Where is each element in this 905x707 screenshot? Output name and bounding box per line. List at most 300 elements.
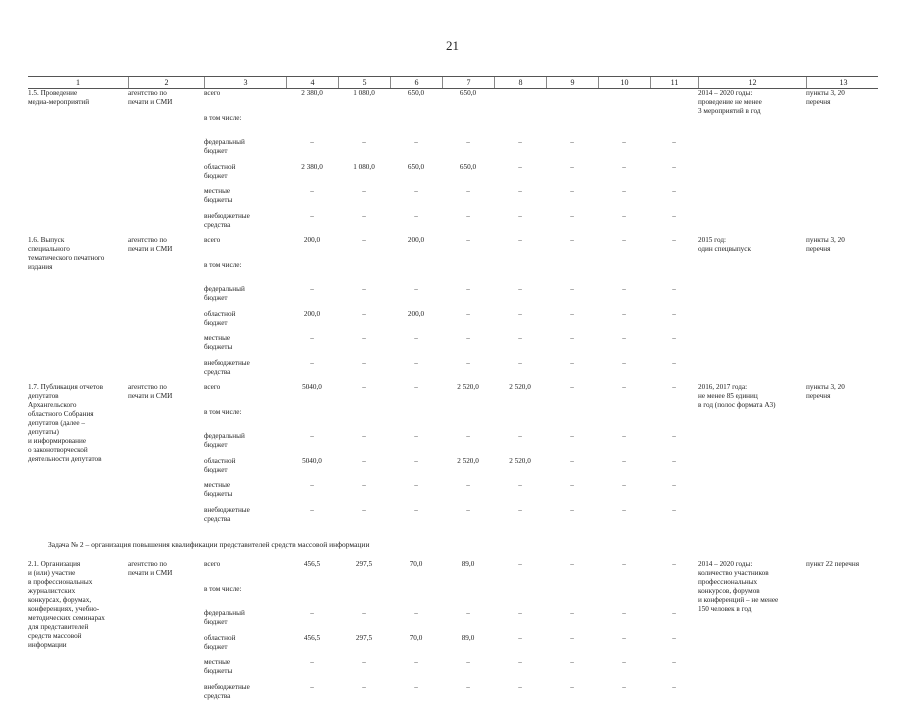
responsible-org — [128, 457, 204, 482]
value-cell: 650,0 — [442, 89, 494, 116]
value-cell: – — [338, 432, 390, 457]
reference — [806, 114, 880, 139]
reference: пункты 3, 20 перечня — [806, 383, 880, 464]
column-header-10: 10 — [598, 77, 650, 88]
responsible-org: агентство по печати и СМИ — [128, 236, 204, 272]
value-cell: – — [494, 634, 546, 659]
value-cell: – — [650, 212, 698, 237]
measure-name — [28, 285, 128, 310]
value-cell — [650, 261, 698, 286]
funding-source: внебюджетные средства — [204, 683, 286, 707]
value-cell: – — [494, 212, 546, 237]
value-cell: – — [338, 609, 390, 634]
value-cell: – — [546, 138, 598, 163]
table-row — [28, 261, 878, 286]
value-cell: – — [442, 236, 494, 272]
value-cell: – — [598, 683, 650, 707]
value-cell: – — [598, 457, 650, 482]
table-row — [28, 432, 878, 457]
expected-result — [698, 261, 806, 286]
expected-result — [698, 609, 806, 634]
responsible-org — [128, 658, 204, 683]
value-cell: – — [442, 138, 494, 163]
value-cell — [390, 408, 442, 433]
value-cell: – — [650, 634, 698, 659]
value-cell: – — [286, 481, 338, 506]
responsible-org — [128, 212, 204, 237]
responsible-org — [128, 585, 204, 610]
measure-name — [28, 212, 128, 237]
reference: пункт 22 перечня — [806, 560, 880, 650]
table-row — [28, 334, 878, 359]
measure-name — [28, 359, 128, 384]
reference — [806, 658, 880, 683]
value-cell: – — [546, 359, 598, 384]
funding-source: местные бюджеты — [204, 658, 286, 683]
value-cell: 200,0 — [286, 236, 338, 272]
value-cell: – — [650, 683, 698, 707]
value-cell: – — [442, 212, 494, 237]
expected-result — [698, 359, 806, 384]
value-cell: – — [390, 432, 442, 457]
value-cell — [598, 585, 650, 610]
table-row — [28, 310, 878, 335]
measure-name — [28, 334, 128, 359]
value-cell: – — [598, 359, 650, 384]
value-cell: – — [650, 236, 698, 272]
column-header-5: 5 — [338, 77, 390, 88]
expected-result: 2015 год: один спецвыпуск — [698, 236, 806, 272]
value-cell — [494, 585, 546, 610]
responsible-org: агентство по печати и СМИ — [128, 560, 204, 650]
value-cell: – — [286, 187, 338, 212]
value-cell: – — [546, 481, 598, 506]
value-cell: 2 380,0 — [286, 89, 338, 116]
reference — [806, 138, 880, 163]
value-cell: – — [494, 506, 546, 531]
value-cell: – — [546, 334, 598, 359]
value-cell: – — [286, 506, 338, 531]
value-cell: – — [546, 506, 598, 531]
value-cell: – — [598, 212, 650, 237]
responsible-org — [128, 261, 204, 286]
value-cell — [338, 585, 390, 610]
measure-name — [28, 261, 128, 286]
table-row — [28, 585, 878, 610]
measure-name: 1.5. Проведение медиа-мероприятий — [28, 89, 128, 116]
value-cell: – — [598, 334, 650, 359]
expected-result — [698, 310, 806, 335]
table-row — [28, 408, 878, 433]
page-number: 21 — [0, 38, 905, 54]
responsible-org: агентство по печати и СМИ — [128, 383, 204, 464]
value-cell: – — [650, 285, 698, 310]
value-cell: – — [442, 310, 494, 335]
value-cell: – — [286, 432, 338, 457]
column-header-6: 6 — [390, 77, 442, 88]
value-cell: – — [598, 383, 650, 464]
reference — [806, 163, 880, 188]
value-cell — [442, 585, 494, 610]
value-cell — [286, 114, 338, 139]
value-cell: – — [286, 212, 338, 237]
value-cell: – — [598, 285, 650, 310]
value-cell — [546, 585, 598, 610]
value-cell: 650,0 — [442, 163, 494, 188]
value-cell: – — [338, 481, 390, 506]
value-cell — [390, 261, 442, 286]
reference — [806, 683, 880, 707]
funding-source: областной бюджет — [204, 634, 286, 659]
measure-name — [28, 310, 128, 335]
responsible-org — [128, 114, 204, 139]
table-row — [28, 236, 878, 261]
expected-result — [698, 481, 806, 506]
value-cell: – — [494, 359, 546, 384]
value-cell: 2 520,0 — [494, 383, 546, 464]
funding-source: федеральный бюджет — [204, 432, 286, 457]
expected-result — [698, 114, 806, 139]
value-cell: – — [286, 359, 338, 384]
table-row — [28, 383, 878, 408]
value-cell — [442, 408, 494, 433]
table-row — [28, 658, 878, 683]
funding-source: всего — [204, 383, 286, 464]
value-cell — [494, 408, 546, 433]
expected-result — [698, 457, 806, 482]
funding-source: в том числе: — [204, 261, 286, 286]
table-row — [28, 163, 878, 188]
funding-source: в том числе: — [204, 408, 286, 433]
value-cell: – — [650, 432, 698, 457]
value-cell: – — [546, 634, 598, 659]
value-cell: – — [650, 658, 698, 683]
measure-name: 1.7. Публикация отчетов депутатов Архангельского областного Собрания депутатов (далее – депутаты) и информирование о законотворческой деятельности депутатов — [28, 383, 128, 464]
measure-name — [28, 432, 128, 457]
responsible-org — [128, 634, 204, 659]
value-cell: – — [650, 138, 698, 163]
funding-source: федеральный бюджет — [204, 285, 286, 310]
expected-result — [698, 506, 806, 531]
value-cell: – — [546, 560, 598, 650]
reference — [806, 212, 880, 237]
value-cell: – — [442, 359, 494, 384]
measure-name — [28, 585, 128, 610]
responsible-org — [128, 138, 204, 163]
value-cell: 5040,0 — [286, 457, 338, 482]
responsible-org — [128, 481, 204, 506]
table-row — [28, 212, 878, 237]
value-cell — [494, 89, 546, 116]
measure-name: 1.6. Выпуск специального тематического печатного издания — [28, 236, 128, 272]
value-cell: – — [442, 481, 494, 506]
reference — [806, 359, 880, 384]
responsible-org — [128, 310, 204, 335]
expected-result — [698, 138, 806, 163]
value-cell: – — [390, 285, 442, 310]
value-cell — [286, 261, 338, 286]
value-cell: – — [598, 163, 650, 188]
value-cell: – — [546, 163, 598, 188]
reference — [806, 310, 880, 335]
expected-result: 2014 – 2020 годы: количество участников профессиональных конкурсов, форумов и конференций – не менее 150 человек в год — [698, 560, 806, 650]
reference — [806, 187, 880, 212]
value-cell: – — [650, 560, 698, 650]
measure-name — [28, 481, 128, 506]
funding-source: в том числе: — [204, 114, 286, 139]
value-cell: – — [546, 310, 598, 335]
value-cell — [338, 408, 390, 433]
table-header-row — [28, 76, 878, 89]
value-cell: – — [598, 236, 650, 272]
value-cell: – — [598, 634, 650, 659]
table-row — [28, 560, 878, 585]
measure-name — [28, 187, 128, 212]
value-cell: – — [390, 187, 442, 212]
expected-result — [698, 408, 806, 433]
value-cell: – — [286, 334, 338, 359]
value-cell: – — [546, 383, 598, 464]
value-cell: – — [650, 187, 698, 212]
value-cell: – — [390, 359, 442, 384]
value-cell — [494, 114, 546, 139]
table-row — [28, 89, 878, 114]
value-cell — [650, 89, 698, 116]
value-cell: – — [546, 432, 598, 457]
value-cell: – — [390, 658, 442, 683]
column-header-4: 4 — [286, 77, 338, 88]
responsible-org — [128, 506, 204, 531]
value-cell: – — [650, 163, 698, 188]
measure-name — [28, 408, 128, 433]
value-cell: – — [494, 285, 546, 310]
value-cell: – — [338, 383, 390, 464]
expected-result — [698, 163, 806, 188]
value-cell: – — [598, 310, 650, 335]
reference — [806, 481, 880, 506]
value-cell: – — [338, 285, 390, 310]
value-cell: – — [390, 481, 442, 506]
responsible-org — [128, 609, 204, 634]
value-cell: 2 520,0 — [442, 457, 494, 482]
measure-name — [28, 683, 128, 707]
expected-result — [698, 634, 806, 659]
funding-source: местные бюджеты — [204, 334, 286, 359]
value-cell: – — [286, 658, 338, 683]
funding-source: в том числе: — [204, 585, 286, 610]
funding-source: федеральный бюджет — [204, 138, 286, 163]
value-cell: – — [338, 310, 390, 335]
value-cell: – — [286, 683, 338, 707]
task-heading: Задача № 2 – организация повышения квалификации представителей средств массовой информации — [28, 530, 878, 560]
value-cell: – — [494, 658, 546, 683]
table-row — [28, 609, 878, 634]
responsible-org: агентство по печати и СМИ — [128, 89, 204, 116]
value-cell: – — [546, 683, 598, 707]
value-cell: – — [546, 457, 598, 482]
value-cell: – — [598, 658, 650, 683]
expected-result — [698, 285, 806, 310]
responsible-org — [128, 359, 204, 384]
value-cell: 2 380,0 — [286, 163, 338, 188]
value-cell: – — [338, 506, 390, 531]
reference — [806, 334, 880, 359]
measure-name — [28, 138, 128, 163]
value-cell: – — [494, 334, 546, 359]
value-cell: – — [650, 359, 698, 384]
value-cell: 89,0 — [442, 560, 494, 650]
value-cell: 1 080,0 — [338, 89, 390, 116]
table-row — [28, 683, 878, 707]
value-cell: – — [338, 138, 390, 163]
table-row — [28, 187, 878, 212]
funding-source: всего — [204, 236, 286, 272]
reference — [806, 634, 880, 659]
value-cell: – — [598, 506, 650, 531]
measure-name — [28, 457, 128, 482]
value-cell: – — [338, 359, 390, 384]
value-cell: – — [338, 187, 390, 212]
value-cell: – — [494, 138, 546, 163]
value-cell: – — [390, 609, 442, 634]
column-header-8: 8 — [494, 77, 546, 88]
expected-result — [698, 683, 806, 707]
value-cell: 297,5 — [338, 634, 390, 659]
column-header-2: 2 — [128, 77, 204, 88]
funding-source: всего — [204, 560, 286, 650]
funding-source: областной бюджет — [204, 163, 286, 188]
value-cell — [546, 261, 598, 286]
value-cell: – — [494, 310, 546, 335]
reference — [806, 408, 880, 433]
table-row — [28, 481, 878, 506]
value-cell: – — [546, 285, 598, 310]
value-cell: – — [494, 609, 546, 634]
value-cell: – — [390, 383, 442, 464]
expected-result — [698, 585, 806, 610]
expected-result — [698, 187, 806, 212]
value-cell — [442, 261, 494, 286]
value-cell: – — [338, 236, 390, 272]
value-cell — [598, 89, 650, 116]
table-row — [28, 138, 878, 163]
column-header-9: 9 — [546, 77, 598, 88]
funding-source: внебюджетные средства — [204, 506, 286, 531]
value-cell — [338, 114, 390, 139]
reference — [806, 261, 880, 286]
value-cell — [598, 408, 650, 433]
expected-result — [698, 432, 806, 457]
reference — [806, 285, 880, 310]
value-cell: – — [494, 187, 546, 212]
value-cell: – — [390, 457, 442, 482]
measure-name — [28, 114, 128, 139]
value-cell: – — [494, 432, 546, 457]
column-header-12: 12 — [698, 77, 806, 88]
responsible-org — [128, 163, 204, 188]
expected-result — [698, 212, 806, 237]
measure-name — [28, 506, 128, 531]
value-cell: – — [494, 481, 546, 506]
value-cell: – — [286, 138, 338, 163]
measure-name — [28, 658, 128, 683]
value-cell: – — [650, 310, 698, 335]
table-row — [28, 634, 878, 659]
value-cell: – — [650, 609, 698, 634]
expected-result — [698, 334, 806, 359]
funding-source: федеральный бюджет — [204, 609, 286, 634]
value-cell: – — [442, 609, 494, 634]
value-cell — [650, 585, 698, 610]
value-cell: – — [598, 432, 650, 457]
responsible-org — [128, 285, 204, 310]
value-cell: – — [286, 285, 338, 310]
value-cell: 650,0 — [390, 163, 442, 188]
value-cell: – — [546, 236, 598, 272]
value-cell — [598, 114, 650, 139]
funding-source: всего — [204, 89, 286, 116]
value-cell: – — [650, 457, 698, 482]
value-cell: 297,5 — [338, 560, 390, 650]
funding-source: внебюджетные средства — [204, 359, 286, 384]
column-header-1: 1 — [28, 77, 128, 88]
value-cell — [286, 408, 338, 433]
value-cell — [494, 261, 546, 286]
value-cell: – — [442, 432, 494, 457]
column-header-13: 13 — [806, 77, 880, 88]
value-cell: – — [442, 285, 494, 310]
value-cell: – — [390, 334, 442, 359]
table-row — [28, 506, 878, 531]
value-cell: – — [650, 506, 698, 531]
value-cell: – — [442, 683, 494, 707]
value-cell: – — [390, 138, 442, 163]
value-cell: 650,0 — [390, 89, 442, 116]
responsible-org — [128, 432, 204, 457]
value-cell: 70,0 — [390, 560, 442, 650]
reference — [806, 609, 880, 634]
value-cell: – — [338, 334, 390, 359]
value-cell: – — [442, 334, 494, 359]
reference — [806, 457, 880, 482]
table-row — [28, 114, 878, 139]
value-cell: – — [650, 481, 698, 506]
value-cell: – — [390, 506, 442, 531]
value-cell: – — [494, 683, 546, 707]
value-cell — [546, 408, 598, 433]
value-cell — [338, 261, 390, 286]
value-cell: 200,0 — [390, 236, 442, 272]
column-header-3: 3 — [204, 77, 286, 88]
value-cell: 89,0 — [442, 634, 494, 659]
measure-name: 2.1. Организация и (или) участие в профессиональных журналистских конкурсах, форумах, конференциях, учебно- методических семинарах для представителей средств массовой информации — [28, 560, 128, 650]
funding-source: внебюджетные средства — [204, 212, 286, 237]
value-cell: – — [338, 683, 390, 707]
value-cell: – — [338, 457, 390, 482]
value-cell — [390, 585, 442, 610]
value-cell: – — [598, 138, 650, 163]
expected-result — [698, 658, 806, 683]
value-cell: 200,0 — [390, 310, 442, 335]
funding-source: местные бюджеты — [204, 187, 286, 212]
value-cell: – — [494, 560, 546, 650]
table-row — [28, 457, 878, 482]
value-cell: – — [390, 683, 442, 707]
value-cell: – — [338, 212, 390, 237]
value-cell: – — [494, 163, 546, 188]
value-cell: 5040,0 — [286, 383, 338, 464]
value-cell: – — [598, 187, 650, 212]
